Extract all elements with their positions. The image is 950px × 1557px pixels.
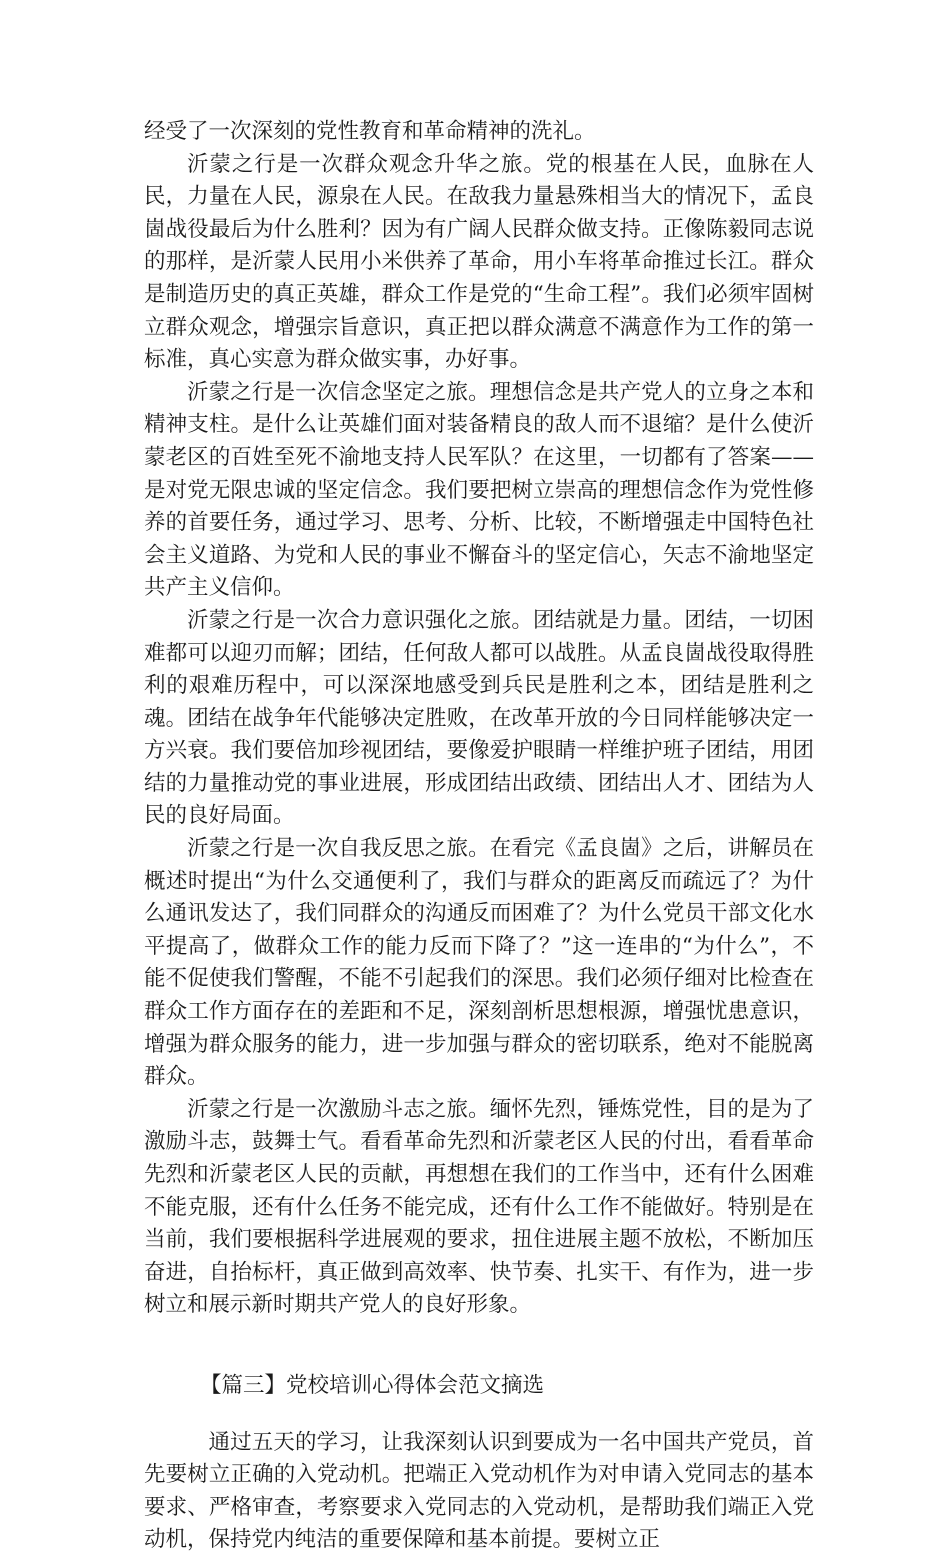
paragraph-firm-belief: 沂蒙之行是一次信念坚定之旅。理想信念是共产党人的立身之本和精神支柱。是什么让英雄们面对装备精良的敌人而不退缩？是什么使沂蒙老区的百姓至死不渝地支持人民军队？在这里，一切都有了答案——是对党无限忠诚的坚定信念。我们要把树立崇高的理想信念作为党性修养的首要任务，通过学习、思考、分析、比较，不断增强走中国特色社会主义道路、为党和人民的事业不懈奋斗的坚定信心，矢志不渝地坚定共产主义信仰。 [144, 379, 814, 601]
paragraph-self-reflection: 沂蒙之行是一次自我反思之旅。在看完《孟良崮》之后，讲解员在概述时提出“为什么交通便利了，我们与群众的距离反而疏远了？为什么通讯发达了，我们同群众的沟通反而困难了？为什么党员干部文化水平提高了，做群众工作的能力反而下降了？”这一连串的“为什么”，不能不促使我们警醒，不能不引起我们的深思。我们必须仔细对比检查在群众工作方面存在的差距和不足，深刻剖析思想根源，增强忧患意识，增强为群众服务的能力，进一步加强与群众的密切联系，绝对不能脱离群众。 [144, 836, 814, 1090]
paragraph-motivation: 沂蒙之行是一次激励斗志之旅。缅怀先烈，锤炼党性，目的是为了激励斗志，鼓舞士气。看看革命先烈和沂蒙老区人民的付出，看看革命先烈和沂蒙老区人民的贡献，再想想在我们的工作当中，还有什么困难不能克服，还有什么任务不能完成，还有什么工作不能做好。特别是在当前，我们要根据科学进展观的要求，扭住进展主题不放松，不断加压奋进，自抬标杆，真正做到高效率、快节奏、扎实干、有作为，进一步树立和展示新时期共产党人的良好形象。 [144, 1096, 814, 1318]
paragraph-unity: 沂蒙之行是一次合力意识强化之旅。团结就是力量。团结，一切困难都可以迎刃而解；团结，任何敌人都可以战胜。从孟良崮战役取得胜利的艰难历程中，可以深深地感受到兵民是胜利之本，团结是胜利之魂。团结在战争年代能够决定胜败，在改革开放的今日同样能够决定一方兴衰。我们要倍加珍视团结，要像爱护眼睛一样维护班子团结，用团结的力量推动党的事业进展，形成团结出政绩、团结出人才、团结为人民的良好局面。 [144, 607, 814, 829]
paragraph-continuation: 经受了一次深刻的党性教育和革命精神的洗礼。 [144, 119, 596, 144]
paragraph-mass-concept: 沂蒙之行是一次群众观念升华之旅。党的根基在人民，血脉在人民，力量在人民，源泉在人民。在敌我力量悬殊相当大的情况下，孟良崮战役最后为什么胜利？因为有广阔人民群众做支持。正像陈毅同志说的那样，是沂蒙人民用小米供养了革命，用小车将革命推过长江。群众是制造历史的真正英雄，群众工作是党的“生命工程”。我们必须牢固树立群众观念，增强宗旨意识，真正把以群众满意不满意作为工作的第一标准，真心实意为群众做实事，办好事。 [144, 151, 814, 373]
section-spacer [144, 1322, 814, 1346]
section-spacer [144, 1403, 814, 1427]
document-page [144, 116, 814, 1557]
paragraph-section-three: 通过五天的学习，让我深刻认识到要成为一名中国共产党员，首先要树立正确的入党动机。把端正入党动机作为对申请入党同志的基本要求、严格审查，考察要求入党同志的入党动机，是帮助我们端正入党动机，保持党内纯洁的重要保障和基本前提。要树立正 [144, 1429, 814, 1553]
section-heading: 【篇三】党校培训心得体会范文摘选 [200, 1372, 545, 1398]
